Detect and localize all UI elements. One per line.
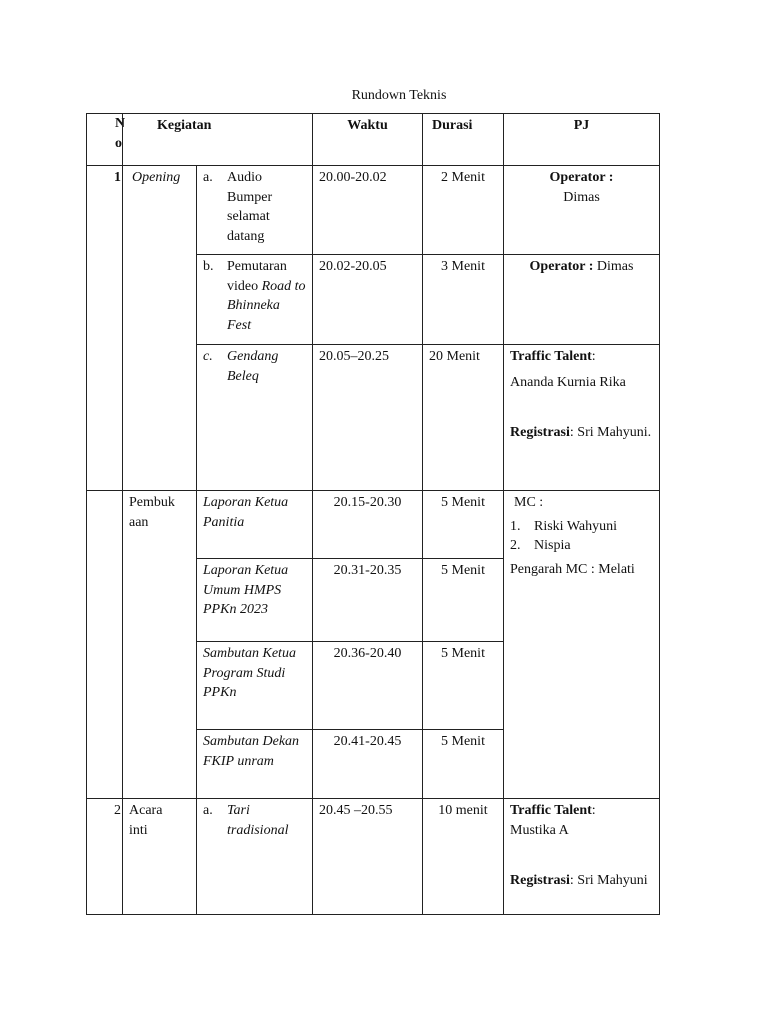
mc-director: Pengarah MC : Melati — [510, 561, 635, 577]
activity-cell — [196, 798, 313, 915]
list-marker: c. — [203, 349, 213, 364]
list-item — [510, 517, 653, 537]
pj-cell — [503, 490, 660, 799]
activity-text-italic: Road to Bhinneka Fest — [227, 278, 306, 333]
pj-label: Operator : — [549, 170, 614, 185]
header-pj-text: PJ — [573, 118, 590, 133]
pj-value: Dimas — [596, 259, 634, 274]
waktu-cell: 20.15-20.30 — [312, 490, 423, 559]
durasi-cell: 20 Menit — [422, 344, 504, 491]
activity-text: Pemutaran video — [227, 259, 287, 294]
activity-cell — [196, 254, 313, 345]
section-name: Acara inti — [122, 798, 197, 915]
pj-value: Ananda Kurnia Rika — [510, 374, 626, 390]
pj-label: Traffic Talent — [510, 349, 592, 364]
pj-cell: Traffic Talent: Mustika A Registrasi: Sri Mahyuni — [503, 798, 660, 915]
durasi-cell: 2 Menit — [422, 165, 504, 255]
mc-list — [510, 517, 653, 556]
pj-label: Registrasi — [510, 873, 570, 888]
pj-value: Dimas — [563, 189, 600, 205]
mc-name: Riski Wahyuni — [534, 518, 618, 534]
waktu-cell: 20.45 –20.55 — [312, 798, 423, 915]
document-title: Rundown Teknis — [351, 88, 447, 103]
pj-cell: Traffic Talent: Ananda Kurnia Rika Registrasi: Sri Mahyuni. — [503, 344, 660, 491]
waktu-cell: 20.00-20.02 — [312, 165, 423, 255]
activity-text: Tari tradisional — [227, 803, 289, 838]
header-waktu — [312, 113, 423, 166]
activity-text: Gendang Beleq — [227, 349, 279, 384]
pj-cell — [503, 254, 660, 345]
header-kegiatan — [122, 113, 313, 166]
header-no-line2: o — [115, 135, 122, 151]
activity-cell — [196, 344, 313, 491]
pj-label: Operator : — [529, 259, 594, 274]
header-pj — [503, 113, 660, 166]
durasi-cell: 5 Menit — [422, 558, 504, 642]
section-no — [86, 490, 123, 799]
waktu-cell: 20.05–20.25 — [312, 344, 423, 491]
activity-text: Audio Bumper selamat datang — [227, 170, 273, 244]
list-item — [510, 536, 653, 556]
section-no-text: 1 — [114, 170, 121, 185]
activity-cell: Sambutan Ketua Program Studi PPKn — [196, 641, 313, 730]
section-name-line2: aan — [129, 514, 149, 530]
pj-value: Mustika A — [510, 822, 569, 838]
mc-name: Nispia — [534, 538, 571, 553]
waktu-cell: 20.02-20.05 — [312, 254, 423, 345]
list-marker: a. — [203, 170, 213, 185]
header-kegiatan-text: Kegiatan — [157, 118, 212, 133]
section-name: Opening — [122, 165, 197, 491]
pj-value: Sri Mahyuni — [577, 873, 648, 888]
header-no — [86, 113, 126, 166]
list-marker: b. — [203, 259, 214, 274]
durasi-cell: 10 menit — [422, 798, 504, 915]
waktu-cell: 20.36-20.40 — [312, 641, 423, 730]
header-durasi-text: Durasi — [432, 118, 473, 133]
list-marker: a. — [203, 803, 213, 818]
header-durasi — [422, 113, 504, 166]
list-marker: 2. — [510, 538, 521, 553]
waktu-cell: 20.41-20.45 — [312, 729, 423, 799]
durasi-cell: 5 Menit — [422, 729, 504, 799]
pj-label: Traffic Talent — [510, 803, 592, 818]
activity-cell: Laporan Ketua Panitia — [196, 490, 313, 559]
pj-cell — [503, 165, 660, 255]
section-no: 2 — [86, 798, 123, 915]
pj-label: Registrasi — [510, 425, 570, 440]
durasi-cell: 5 Menit — [422, 490, 504, 559]
header-no-line1: N — [115, 116, 126, 131]
pj-value: Sri Mahyuni. — [577, 425, 652, 440]
activity-cell — [196, 165, 313, 255]
list-marker: 1. — [510, 518, 521, 534]
section-name-line1: Pembuk — [129, 495, 175, 510]
header-waktu-text: Waktu — [347, 118, 388, 133]
mc-label: MC : — [514, 495, 544, 510]
waktu-cell: 20.31-20.35 — [312, 558, 423, 642]
section-name — [122, 490, 197, 799]
activity-cell: Laporan Ketua Umum HMPS PPKn 2023 — [196, 558, 313, 642]
durasi-cell: 3 Menit — [422, 254, 504, 345]
section-no — [86, 165, 123, 491]
durasi-cell: 5 Menit — [422, 641, 504, 730]
activity-cell: Sambutan Dekan FKIP unram — [196, 729, 313, 799]
